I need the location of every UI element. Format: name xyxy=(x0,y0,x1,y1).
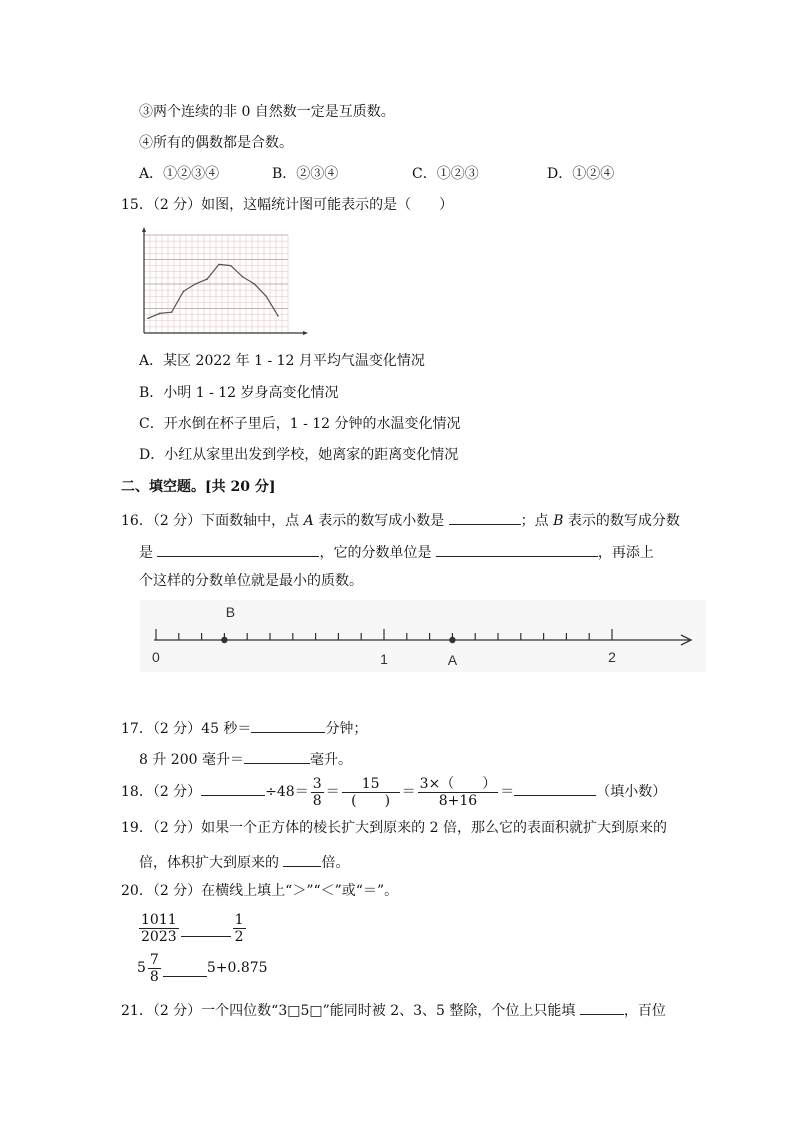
x-axis-arrow xyxy=(303,331,308,335)
q19-line-1: 19．（2 分）如果一个正方体的棱长扩大到原来的 2 倍，那么它的表面积就扩大到原来的 xyxy=(121,820,667,836)
chart-point xyxy=(218,264,220,266)
q20-compare-2 xyxy=(137,950,268,986)
q17-text: 分钟； xyxy=(325,721,368,737)
fraction-denominator: 8 xyxy=(149,968,159,985)
q15-option-a: A．某区 2022 年 1 - 12 月平均气温变化情况 xyxy=(139,353,425,369)
q18-text: ＝ xyxy=(325,784,340,800)
q16-text: 16．（2 分）下面数轴中，点 xyxy=(121,513,304,529)
label-point-b: B xyxy=(225,604,236,620)
chart-point xyxy=(159,313,161,315)
number-line xyxy=(140,600,706,672)
label-one: 1 xyxy=(380,651,388,667)
point-a xyxy=(449,637,455,643)
chart-point xyxy=(277,315,279,317)
point-b xyxy=(221,637,227,643)
q18-blank-dividend[interactable] xyxy=(201,779,265,796)
q14-option-a: A．①②③④ xyxy=(139,166,220,182)
line-chart xyxy=(138,225,310,337)
q20-blank-2[interactable] xyxy=(163,960,207,977)
q16-text: ；点 xyxy=(520,513,554,529)
fraction-numerator: 1011 xyxy=(141,911,177,928)
q18-text: ＝ xyxy=(500,784,515,800)
chart-point xyxy=(183,291,185,293)
fraction-denominator: 8 xyxy=(312,792,322,809)
fraction-numerator: 7 xyxy=(149,951,159,968)
q18-line xyxy=(121,775,666,809)
q14-statement-4: ④所有的偶数都是合数。 xyxy=(139,135,293,151)
chart-point xyxy=(171,311,173,313)
fraction-numerator: 1 xyxy=(234,911,244,928)
q17-line-1 xyxy=(121,716,367,739)
chart-point xyxy=(242,276,244,278)
q18-fraction-15[interactable] xyxy=(342,776,400,809)
chart-point xyxy=(206,278,208,280)
q16-text: ，它的分数单位是 xyxy=(319,545,436,561)
q16-blank-b-fraction[interactable] xyxy=(157,540,319,557)
q17-text: 17．（2 分）45 秒＝ xyxy=(121,721,252,737)
fraction-denominator[interactable]: ( ) xyxy=(351,792,391,809)
q14-statement-3: ③两个连续的非 0 自然数一定是互质数。 xyxy=(139,104,395,120)
fraction-numerator[interactable]: 3×（ ） xyxy=(419,775,497,792)
label-two: 2 xyxy=(608,649,616,665)
q21-text: ，百位 xyxy=(623,1003,666,1019)
q16-text: 表示的数写成小数是 xyxy=(313,513,449,529)
q18-text: ÷48＝ xyxy=(265,784,309,800)
q15-stem: 15．（2 分）如图，这幅统计图可能表示的是（ ） xyxy=(121,197,454,213)
q17-blank-ml[interactable] xyxy=(244,747,310,764)
q16-point-a-ref: A xyxy=(303,513,314,529)
q17-text: 8 升 200 毫升＝ xyxy=(139,752,244,768)
q16-point-b-ref: B xyxy=(553,513,564,529)
q14-option-c: C．①②③ xyxy=(412,166,479,182)
label-point-a: A xyxy=(447,652,458,668)
q18-text: （填小数） xyxy=(596,784,667,800)
fraction-1011-2023 xyxy=(139,912,179,945)
chart-grid xyxy=(144,235,288,333)
q16-text: 表示的数写成分数 xyxy=(563,513,680,529)
q21-blank-ones[interactable] xyxy=(580,998,624,1015)
fraction-numerator: 3 xyxy=(312,775,322,792)
q19-text: 倍。 xyxy=(321,855,350,871)
q18-blank-decimal[interactable] xyxy=(514,779,596,796)
q17-line-2 xyxy=(139,747,352,770)
mixed-number-whole: 5 xyxy=(137,960,146,976)
fraction-denominator: 8+16 xyxy=(438,792,478,809)
q17-text: 毫升。 xyxy=(309,752,352,768)
q14-option-d: D．①②④ xyxy=(547,166,615,182)
chart-point xyxy=(147,318,149,320)
label-zero: 0 xyxy=(152,649,160,665)
q15-option-d: D．小红从家里出发到学校，她离家的距离变化情况 xyxy=(139,447,459,463)
chart-series-line xyxy=(148,264,278,318)
chart-point xyxy=(265,295,267,297)
q21-line xyxy=(121,998,666,1021)
q16-line-1 xyxy=(121,508,680,531)
q16-line-2 xyxy=(139,540,654,563)
fraction-denominator: 2 xyxy=(234,928,244,945)
q19-line-2 xyxy=(139,850,349,873)
q20-compare-1 xyxy=(137,910,248,946)
q18-text: ＝ xyxy=(401,784,416,800)
q14-option-b: B．②③④ xyxy=(272,166,339,182)
section-2-title: 二、填空题。[共 20 分] xyxy=(121,479,276,495)
q18-fraction-3x[interactable] xyxy=(418,776,499,809)
chart-point xyxy=(254,283,256,285)
q15-option-b: B．小明 1 - 12 岁身高变化情况 xyxy=(139,385,339,401)
q21-text: 21．（2 分）一个四位数“3□5□”能同时被 2、3、5 整除，个位上只能填 xyxy=(121,1003,580,1019)
fraction-7-8 xyxy=(148,952,161,985)
fraction-1-2 xyxy=(233,912,246,945)
q18-fraction-3-8 xyxy=(311,776,324,809)
q16-text: 是 xyxy=(139,545,158,561)
fraction-denominator: 2023 xyxy=(141,928,177,945)
q17-blank-minutes[interactable] xyxy=(251,716,325,733)
q20-stem: 20．（2 分）在横线上填上“＞”“＜”或“＝”。 xyxy=(121,883,399,899)
y-axis-arrow xyxy=(142,227,146,232)
q16-line-3: 个这样的分数单位就是最小的质数。 xyxy=(139,573,363,589)
q18-text: 18．（2 分） xyxy=(121,784,202,800)
q20-blank-1[interactable] xyxy=(181,920,231,937)
q16-text: ，再添上 xyxy=(597,545,654,561)
q16-blank-fraction-unit[interactable] xyxy=(436,540,598,557)
q19-blank-volume[interactable] xyxy=(283,850,321,867)
q16-blank-a-decimal[interactable] xyxy=(449,508,521,525)
fraction-numerator: 15 xyxy=(342,776,400,793)
chart-point xyxy=(194,283,196,285)
q15-option-c: C．开水倒在杯子里后，1 - 12 分钟的水温变化情况 xyxy=(139,416,461,432)
q20-right-expression: 5+0.875 xyxy=(206,960,268,976)
chart-point xyxy=(230,265,232,267)
q19-text: 倍，体积扩大到原来的 xyxy=(139,855,284,871)
